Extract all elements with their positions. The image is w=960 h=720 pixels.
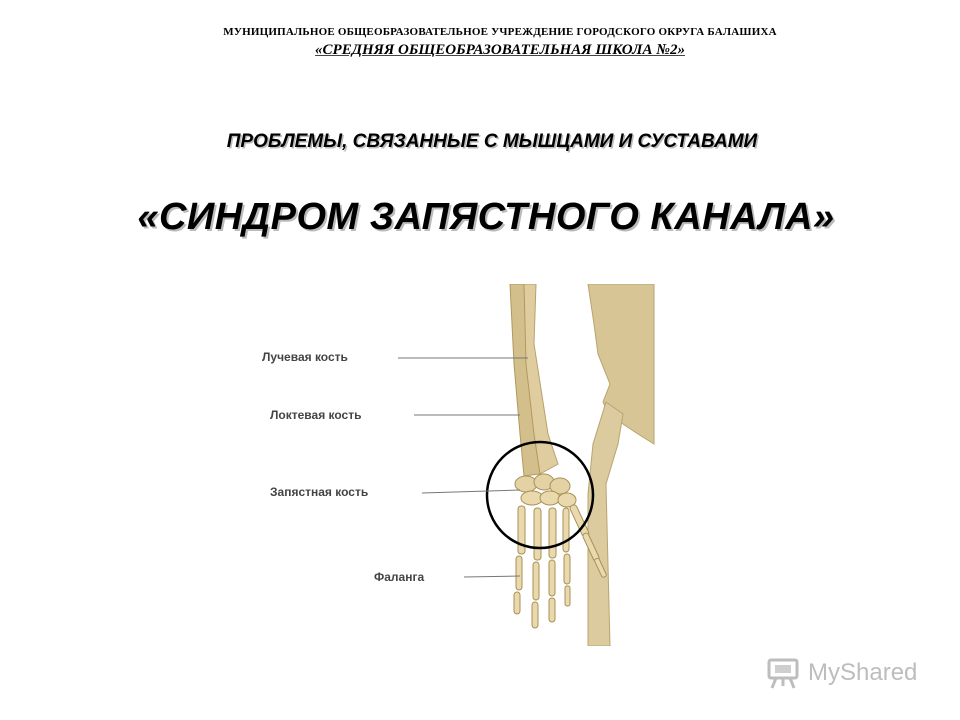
slide-subtitle: ПРОБЛЕМЫ, СВЯЗАННЫЕ С МЫШЦАМИ И СУСТАВАМИ [226,131,758,152]
arm-skeleton-figure [258,284,658,646]
myshared-watermark [766,656,936,692]
slide-title: «СИНДРОМ ЗАПЯСТНОГО КАНАЛА» [137,196,835,238]
school-name-line1: МУНИЦИПАЛЬНОЕ ОБЩЕОБРАЗОВАТЕЛЬНОЕ УЧРЕЖДЕНИЕ ГОРОДСКОГО ОКРУГА БАЛАШИХА [223,26,777,38]
watermark-text: MyShared [808,659,918,686]
label-phalanx: Фаланга [374,570,425,584]
school-header [0,26,960,59]
label-carpal: Запястная кость [270,485,369,499]
label-ulna: Локтевая кость [270,408,362,422]
school-name-line2: «СРЕДНЯЯ ОБЩЕОБРАЗОВАТЕЛЬНАЯ ШКОЛА №2» [315,42,685,58]
presentation-board-icon [766,656,800,690]
carpal-bones [515,474,576,507]
phalanx-leader-line [464,576,520,577]
carpal-leader-line [422,490,520,493]
arm-skeleton-illustration [258,284,658,646]
label-radius: Лучевая кость [262,350,348,364]
femur-bone [588,402,623,646]
